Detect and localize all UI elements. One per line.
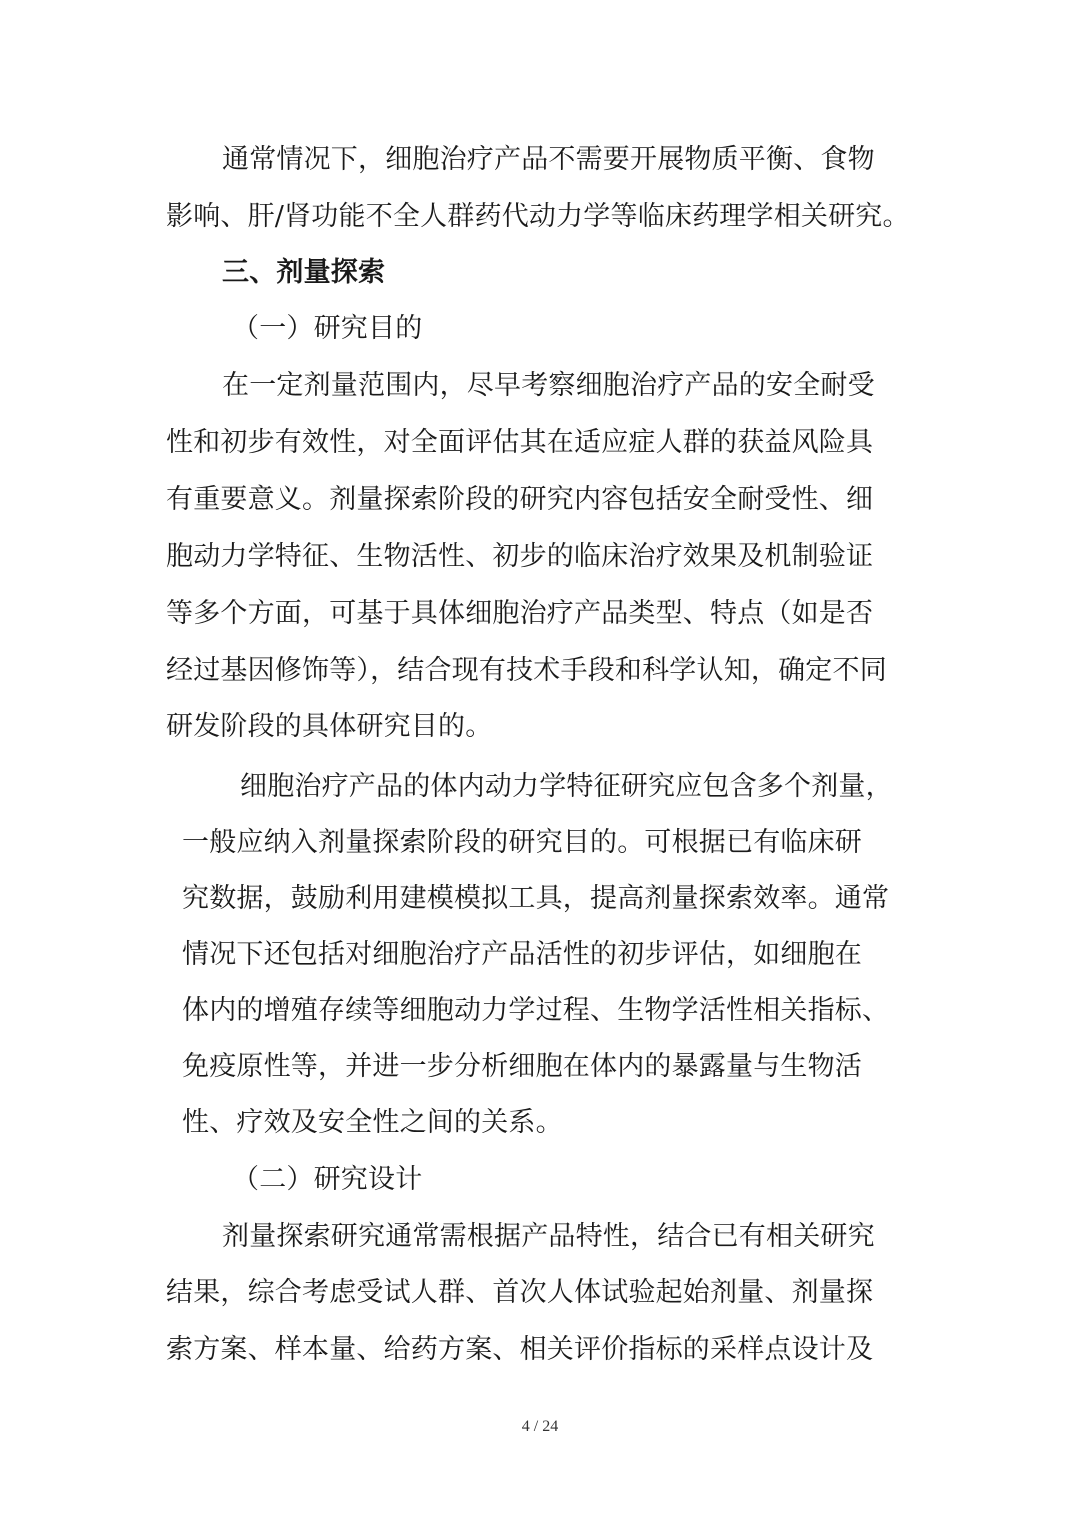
para1-line-1: 通常情况下，细胞治疗产品不需要开展物质平衡、食物: [222, 144, 875, 175]
para4-line-2: 结果，综合考虑受试人群、首次人体试验起始剂量、剂量探: [166, 1277, 874, 1308]
subheading-research-purpose: （一）研究目的: [232, 313, 423, 344]
para3-line-4: 情况下还包括对细胞治疗产品活性的初步评估，如细胞在: [182, 939, 862, 970]
para3-line-7: 性、疗效及安全性之间的关系。: [182, 1107, 563, 1138]
para2-line-1: 在一定剂量范围内，尽早考察细胞治疗产品的安全耐受: [222, 370, 875, 401]
para2-line-7: 研发阶段的具体研究目的。: [166, 711, 493, 742]
para1-line-2: 影响、肝/肾功能不全人群药代动力学等临床药理学相关研究。: [166, 201, 910, 232]
para3-line-3: 究数据，鼓励利用建模模拟工具，提高剂量探索效率。通常: [182, 883, 890, 914]
para3-line-6: 免疫原性等，并进一步分析细胞在体内的暴露量与生物活: [182, 1051, 862, 1082]
para4-line-1: 剂量探索研究通常需根据产品特性，结合已有相关研究: [222, 1221, 875, 1252]
para2-line-2: 性和初步有效性，对全面评估其在适应症人群的获益风险具: [166, 427, 874, 458]
subheading-research-design: （二）研究设计: [232, 1164, 423, 1195]
para2-line-3: 有重要意义。剂量探索阶段的研究内容包括安全耐受性、细: [166, 484, 874, 515]
para2-line-4: 胞动力学特征、生物活性、初步的临床治疗效果及机制验证: [166, 541, 874, 572]
para3-line-5: 体内的增殖存续等细胞动力学过程、生物学活性相关指标、: [182, 995, 890, 1026]
para2-line-6: 经过基因修饰等），结合现有技术手段和科学认知，确定不同: [166, 655, 887, 686]
page-number: 4 / 24: [521, 1418, 559, 1435]
para4-line-3: 索方案、样本量、给药方案、相关评价指标的采样点设计及: [166, 1334, 874, 1365]
para3-line-1: 细胞治疗产品的体内动力学特征研究应包含多个剂量，: [240, 771, 893, 802]
para2-line-5: 等多个方面，可基于具体细胞治疗产品类型、特点（如是否: [166, 598, 874, 629]
section-heading: 三、剂量探索: [222, 257, 386, 288]
para3-line-2: 一般应纳入剂量探索阶段的研究目的。可根据已有临床研: [182, 827, 862, 858]
